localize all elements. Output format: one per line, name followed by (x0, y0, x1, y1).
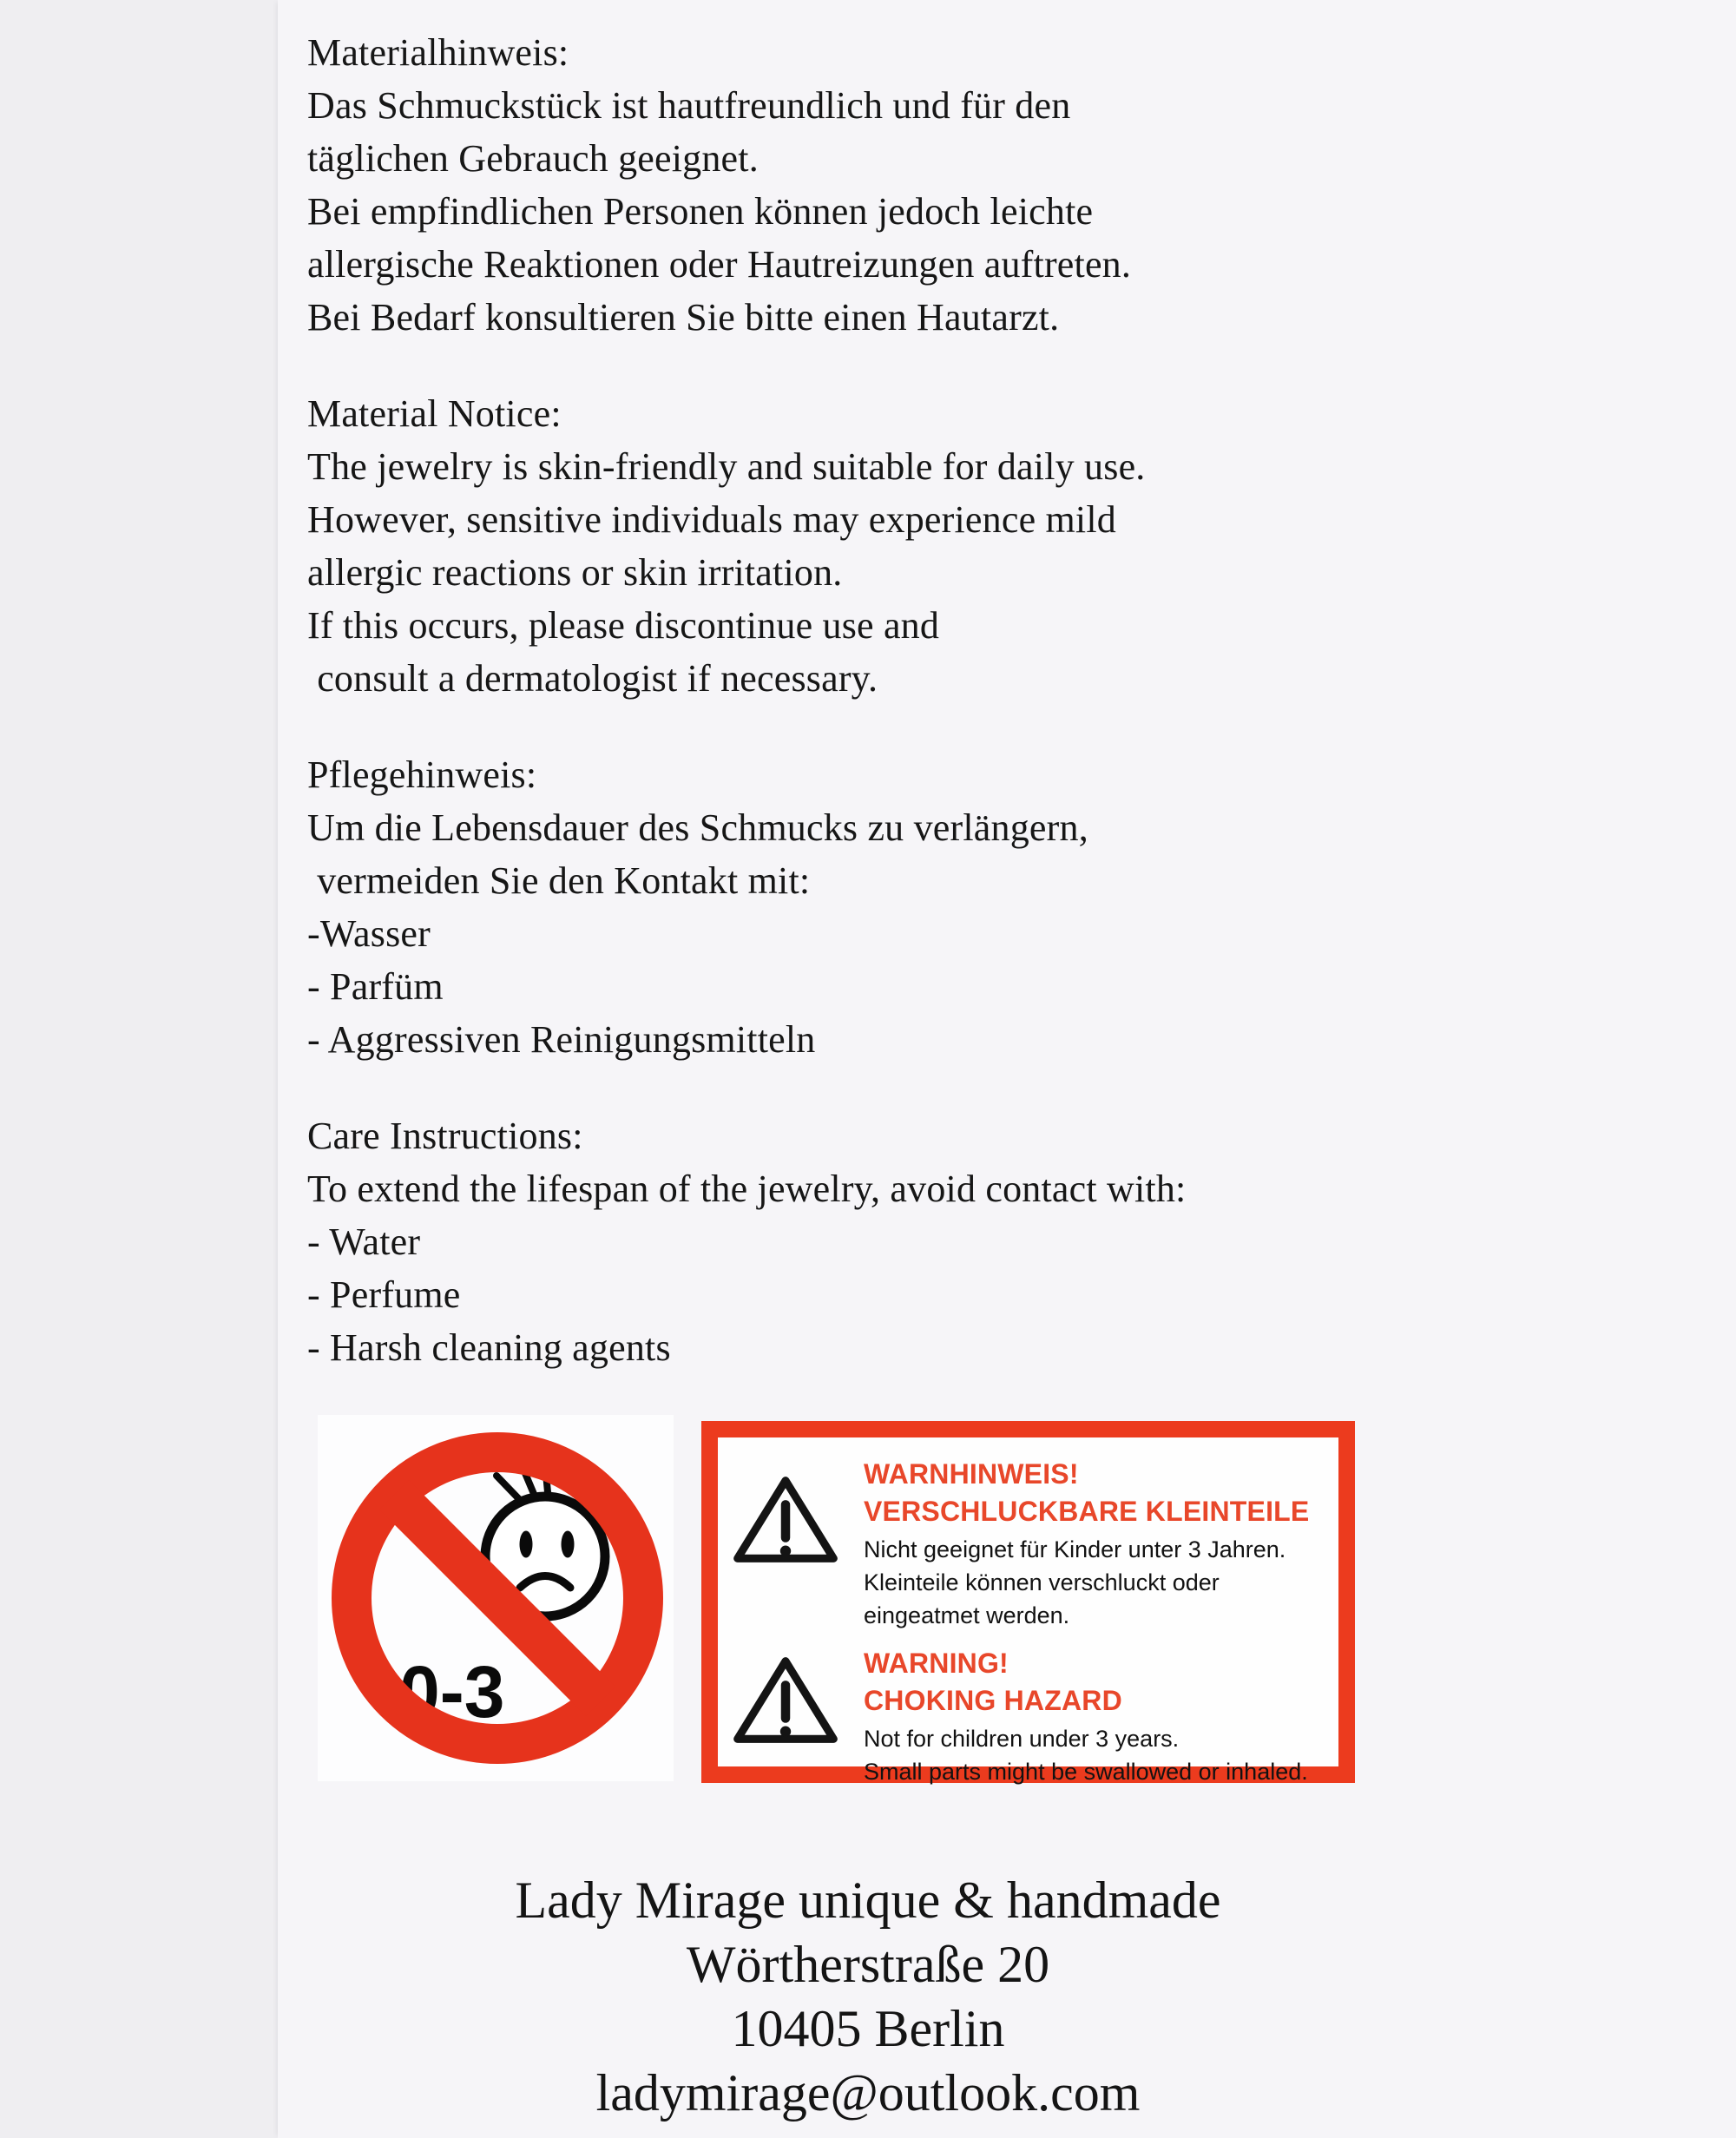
text-line: consult a dermatologist if necessary. (307, 657, 878, 700)
text-line: Das Schmuckstück ist hautfreundlich und für den (307, 84, 1071, 127)
no-children-0-3-icon (318, 1415, 674, 1781)
warning-box (701, 1421, 1355, 1783)
footer-line: ladymirage@outlook.com (595, 2064, 1141, 2122)
paragraph-care-en (307, 1109, 1522, 1374)
paragraph-material-de (307, 26, 1522, 344)
footer-line: 10405 Berlin (731, 2000, 1005, 2057)
text-line: Kleinteile können verschluckt oder (864, 1569, 1220, 1595)
footer-line: Wörtherstraße 20 (686, 1936, 1050, 1993)
text-line: allergische Reaktionen oder Hautreizungen auftreten. (307, 243, 1132, 286)
text-line: Um die Lebensdauer des Schmucks zu verlängern, (307, 806, 1088, 849)
warning-triangle-icon (732, 1473, 839, 1566)
text-line: allergic reactions or skin irritation. (307, 551, 843, 594)
text-line: Nicht geeignet für Kinder unter 3 Jahren. (864, 1536, 1286, 1562)
age-restriction-sign (318, 1415, 674, 1781)
text-line: Bei Bedarf konsultieren Sie bitte einen Hautarzt. (307, 296, 1060, 339)
warning-title-de-line1: WARNHINWEIS! (864, 1458, 1079, 1490)
text-line: Not for children under 3 years. (864, 1726, 1180, 1752)
text-line: vermeiden Sie den Kontakt mit: (307, 859, 811, 902)
paragraph-material-en (307, 387, 1522, 705)
body-text (307, 26, 1522, 1418)
text-line: - Harsh cleaning agents (307, 1326, 671, 1369)
text-line: The jewelry is skin-friendly and suitable for daily use. (307, 445, 1146, 488)
text-line: To extend the lifespan of the jewelry, avoid contact with: (307, 1168, 1187, 1210)
text-line: Material Notice: (307, 392, 562, 435)
text-line: eingeatmet werden. (864, 1602, 1070, 1628)
text-line: -Wasser (307, 912, 431, 955)
paragraph-care-de (307, 748, 1522, 1066)
age-range-label: 0-3 (399, 1651, 505, 1733)
warning-triangle-icon (732, 1654, 839, 1747)
warning-text-de (864, 1456, 1326, 1632)
warning-title-de-line2: VERSCHLUCKBARE KLEINTEILE (864, 1496, 1310, 1527)
text-line: However, sensitive individuals may experience mild (307, 498, 1116, 541)
text-line: Small parts might be swallowed or inhaled. (864, 1759, 1308, 1785)
warning-title-en-line2: CHOKING HAZARD (864, 1685, 1122, 1716)
text-line: - Perfume (307, 1273, 461, 1316)
text-line: Materialhinweis: (307, 31, 569, 74)
text-line: - Water (307, 1220, 421, 1263)
text-line: Care Instructions: (307, 1115, 583, 1157)
footer-address (0, 1868, 1736, 2125)
footer-line: Lady Mirage unique & handmade (515, 1872, 1221, 1929)
warning-text-en (864, 1645, 1326, 1788)
text-line: täglichen Gebrauch geeignet. (307, 137, 759, 180)
warning-body-de (864, 1533, 1326, 1632)
text-line: Pflegehinweis: (307, 753, 537, 796)
warning-section-en (732, 1645, 1326, 1788)
text-line: - Parfüm (307, 965, 444, 1008)
text-line: - Aggressiven Reinigungsmitteln (307, 1018, 816, 1061)
warning-body-en (864, 1722, 1326, 1788)
text-line: Bei empfindlichen Personen können jedoch leichte (307, 190, 1094, 233)
warning-section-de (732, 1456, 1326, 1632)
text-line: If this occurs, please discontinue use and (307, 604, 940, 647)
warning-title-en-line1: WARNING! (864, 1648, 1009, 1679)
